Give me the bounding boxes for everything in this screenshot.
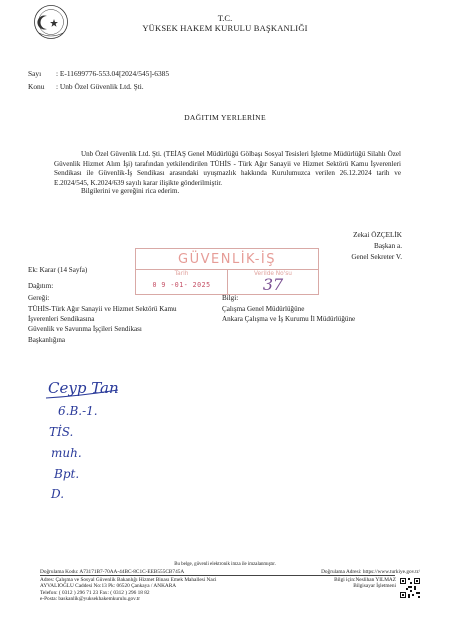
document-title: DAĞITIM YERLERİNE	[184, 113, 266, 122]
body-paragraph-2: Bilgilerini ve gereğini rica ederim.	[81, 187, 180, 195]
handwritten-line: D.	[51, 487, 65, 501]
footer-email: e-Posta: baskanlik@yuksekhakemkurulu.gov.tr	[40, 596, 141, 603]
signer-title-1: Başkan a.	[374, 242, 402, 250]
esign-note: Bu belge, güvenli elektronik imza ile imzalanmıştır.	[174, 562, 276, 567]
konu-label: Konu	[28, 82, 45, 91]
handwritten-line: muh.	[51, 446, 82, 460]
sayi-value: : E-11699776-553.04[2024/545]-6385	[56, 69, 170, 78]
gereg-item: İşverenleri Sendikasına	[28, 315, 95, 324]
distribution-heading: Dağıtım:	[28, 282, 54, 290]
verify-code: Doğrulama Kodu: A73171B7-70AA-44BC-8C1C-EEB555CB745A	[40, 569, 185, 575]
handwritten-line: Ceyp Tan	[48, 379, 119, 397]
gereg-heading: Gereği:	[28, 294, 50, 302]
handwritten-line: 6.B.-1.	[58, 404, 98, 418]
body-paragraph-1: Unb Özel Güvenlik Ltd. Şti. (TEİAŞ Genel Müdürlüğü Gölbaşı Sosyal Tesisleri İşletme Müdürlüğü Silahlı Özel Güvenlik Hizmet Alım İşi) tarafından yetkilendirilen TÜHİS - Türk Ağır Sanayii ve Hizmet Sektörü Kamu İşverenleri Sendikası ile Güvenlik-İş Sendikası arasındaki uyuşmazlık hakkında Kurulumuzca verilen 26.12.2024 tarih ve E.2024/545, K.2024/639 sayılı karar ilişikte gönderilmiştir.	[54, 150, 401, 188]
stamp-no-value: 37	[262, 275, 284, 294]
sayi-row	[28, 69, 169, 78]
footer-address: Adres: Çalışma ve Sosyal Güvenlik Bakanlığı Hizmet Binası Emek Mahallesi Naci	[40, 577, 217, 583]
stamp-no-label: Verilde No'su	[254, 271, 292, 277]
handwritten-line: TİS.	[49, 425, 74, 439]
qr-code-icon	[400, 578, 420, 598]
contact-block	[40, 577, 217, 603]
konu-row	[28, 82, 144, 91]
received-stamp	[135, 248, 319, 295]
verify-address: Doğrulama Adresi: https://www.turkiye.gov.tr/	[321, 569, 420, 575]
header-institution: YÜKSEK HAKEM KURULU BAŞKANLIĞI	[142, 23, 308, 33]
gereg-item: TÜHİS-Türk Ağır Sanayii ve Hizmet Sektörü Kamu	[28, 305, 177, 313]
sayi-label: Sayı	[28, 69, 42, 78]
stamp-date-label: Tarih	[174, 271, 189, 277]
footer-phone: Telefon: ( 0312 ) 296 71 23 Fax: ( 0312 ) 296 18 82	[40, 589, 150, 596]
handwritten-line: Bpt.	[54, 467, 80, 481]
attachment-note: Ek: Karar (14 Sayfa)	[28, 266, 88, 274]
konu-value: : Unb Özel Güvenlik Ltd. Şti.	[56, 82, 144, 91]
bilgi-item: Ankara Çalışma ve İş Kurumu İl Müdürlüğüne	[222, 315, 356, 324]
info-role: Bilgisayar İşletmeni	[353, 583, 396, 590]
info-person: Bilgi için:Neslihan YILMAZ	[334, 577, 396, 583]
footer-address-2: AYVALIOĞLU Caddesi No:13 Pk: 06520 Çankaya / ANKARA	[40, 583, 177, 590]
stamp-date-value: 0 9 -01- 2025	[152, 281, 211, 289]
gereg-list	[28, 304, 218, 345]
gereg-item: Güvenlik ve Savunma İşçileri Sendikası	[28, 325, 142, 334]
header-tc: T.C.	[217, 13, 233, 23]
gereg-item: Başkanlığına	[28, 335, 66, 344]
bilgi-heading: Bilgi:	[222, 294, 239, 302]
bilgi-item: Çalışma Genel Müdürlüğüne	[222, 305, 305, 313]
bilgi-list	[222, 304, 422, 324]
signer-title-2: Genel Sekreter V.	[351, 253, 402, 261]
stamp-title: GÜVENLİK-İŞ	[178, 252, 276, 267]
footer-divider	[40, 575, 395, 576]
signer-name: Zekai ÖZÇELİK	[353, 231, 402, 239]
handwritten-note	[40, 376, 170, 506]
info-block	[290, 577, 396, 590]
